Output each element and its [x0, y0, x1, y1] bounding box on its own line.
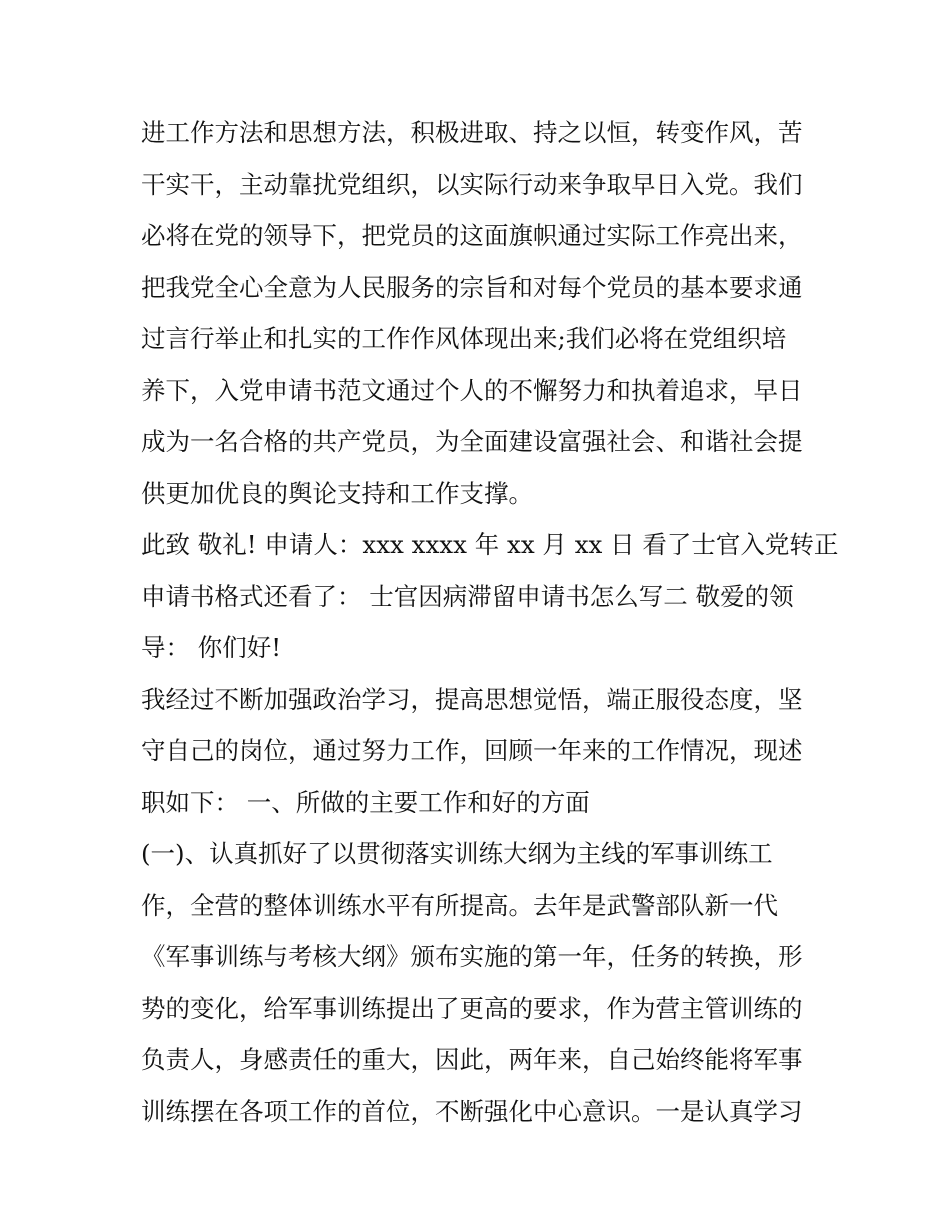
text-line: (一)、认真抓好了以贯彻落实训练大纲为主线的军事训练工: [141, 839, 773, 868]
text-line: 成为一名合格的共产党员，为全面建设富强社会、和谐社会提: [141, 427, 803, 456]
text-line: 导： 你们好!: [141, 633, 282, 662]
text-line: 把我党全心全意为人民服务的宗旨和对每个党员的基本要求通: [141, 272, 803, 302]
text-line: 《军事训练与考核大纲》颁布实施的第一年，任务的转换，形: [141, 942, 803, 971]
text-line: 职如下： 一、所做的主要工作和好的方面: [141, 787, 590, 817]
text-line: 进工作方法和思想方法，积极进取、持之以恒，转变作风，苦: [141, 118, 803, 147]
text-line: 我经过不断加强政治学习，提高思想觉悟，端正服役态度，坚: [141, 684, 803, 714]
text-line: 养下，入党申请书范文通过个人的不懈努力和执着追求，早日: [141, 375, 803, 405]
text-line: 训练摆在各项工作的首位，不断强化中心意识。一是认真学习: [141, 1096, 803, 1126]
text-line: 过言行举止和扎实的工作作风体现出来;我们必将在党组织培: [141, 324, 787, 353]
text-line: 干实干，主动靠扰党组织，以实际行动来争取早日入党。我们: [141, 169, 803, 199]
text-line: 负责人，身感责任的重大，因此，两年来，自己始终能将军事: [141, 1045, 803, 1074]
text-line: 作，全营的整体训练水平有所提高。去年是武警部队新一代: [141, 890, 778, 920]
text-line: 必将在党的领导下，把党员的这面旗帜通过实际工作亮出来，: [141, 221, 803, 250]
text-line: 势的变化，给军事训练提出了更高的要求，作为营主管训练的: [141, 993, 803, 1023]
text-line: 申请书格式还看了： 士官因病滞留申请书怎么写二 敬爱的领: [141, 581, 794, 611]
text-line: 守自己的岗位，通过努力工作，回顾一年来的工作情况，现述: [141, 736, 803, 765]
text-line: 供更加优良的舆论支持和工作支撑。: [141, 478, 533, 508]
document-body: [141, 107, 839, 1137]
text-line: 此致 敬礼! 申请人：xxx xxxx 年 xx 月 xx 日 看了士官入党转正: [141, 530, 839, 559]
